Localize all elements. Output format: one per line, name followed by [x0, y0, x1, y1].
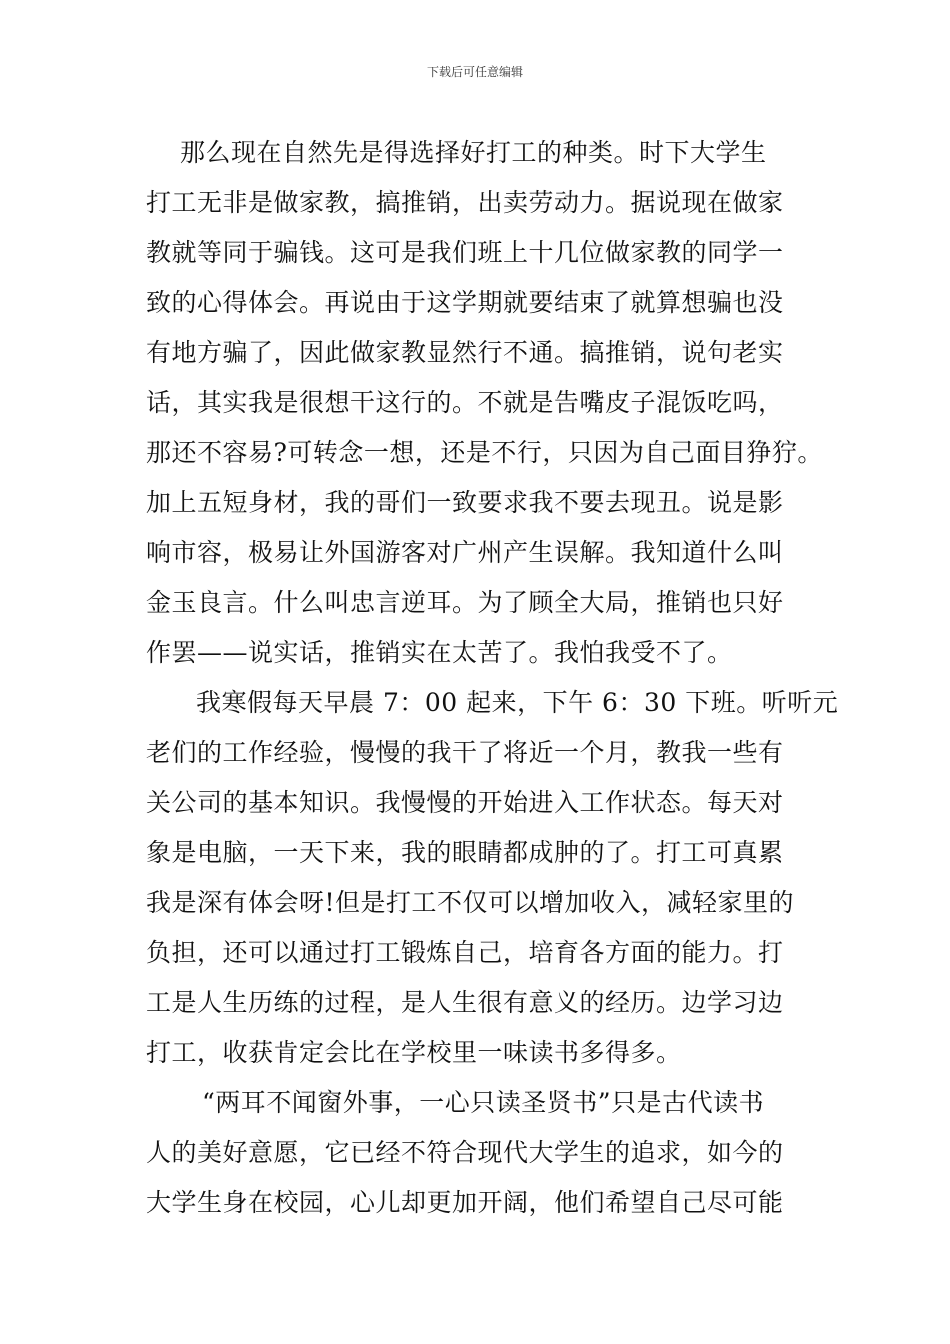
- paragraph-line: 金玉良言。什么叫忠言逆耳。为了顾全大局，推销也只好: [146, 588, 784, 617]
- paragraph-line: 作罢——说实话，推销实在太苦了。我怕我受不了。: [146, 638, 733, 667]
- paragraph-line: 大学生身在校园，心儿却更加开阔，他们希望自己尽可能: [146, 1188, 784, 1217]
- paragraph-line: 工是人生历练的过程，是人生很有意义的经历。边学习边: [146, 988, 784, 1017]
- paragraph-line: “两耳不闻窗外事，一心只读圣贤书”只是古代读书: [202, 1088, 765, 1117]
- paragraph-line: 人的美好意愿，它已经不符合现代大学生的追求，如今的: [146, 1138, 784, 1167]
- paragraph-line: 那还不容易?可转念一想，还是不行，只因为自己面目狰狞。: [146, 438, 823, 467]
- paragraph-line: 话，其实我是很想干这行的。不就是告嘴皮子混饭吃吗，: [146, 388, 784, 417]
- document-body: [146, 128, 839, 1228]
- paragraph-line: 老们的工作经验，慢慢的我干了将近一个月，教我一些有: [146, 738, 784, 767]
- paragraph-line: 那么现在自然先是得选择好打工的种类。时下大学生: [180, 138, 767, 167]
- paragraph-line: 有地方骗了，因此做家教显然行不通。搞推销，说句老实: [146, 338, 784, 367]
- paragraph-line: 响市容，极易让外国游客对广州产生误解。我知道什么叫: [146, 538, 784, 567]
- paragraph-line: 象是电脑，一天下来，我的眼睛都成肿的了。打工可真累: [146, 838, 784, 867]
- paragraph-line: 教就等同于骗钱。这可是我们班上十几位做家教的同学一: [146, 238, 784, 267]
- paragraph-line: 我是深有体会呀!但是打工不仅可以增加收入，减轻家里的: [146, 888, 795, 917]
- paragraph-line: 我寒假每天早晨 7：00 起来，下午 6：30 下班。听听元: [196, 688, 839, 717]
- page-header: 下载后可任意编辑: [426, 65, 523, 79]
- paragraph-line: 加上五短身材，我的哥们一致要求我不要去现丑。说是影: [146, 488, 784, 517]
- paragraph-line: 打工无非是做家教，搞推销，出卖劳动力。据说现在做家: [146, 188, 784, 217]
- paragraph-line: 关公司的基本知识。我慢慢的开始进入工作状态。每天对: [146, 788, 784, 817]
- paragraph-line: 打工，收获肯定会比在学校里一味读书多得多。: [146, 1038, 682, 1067]
- paragraph-line: 负担，还可以通过打工锻炼自己，培育各方面的能力。打: [146, 938, 784, 967]
- paragraph-line: 致的心得体会。再说由于这学期就要结束了就算想骗也没: [146, 288, 784, 317]
